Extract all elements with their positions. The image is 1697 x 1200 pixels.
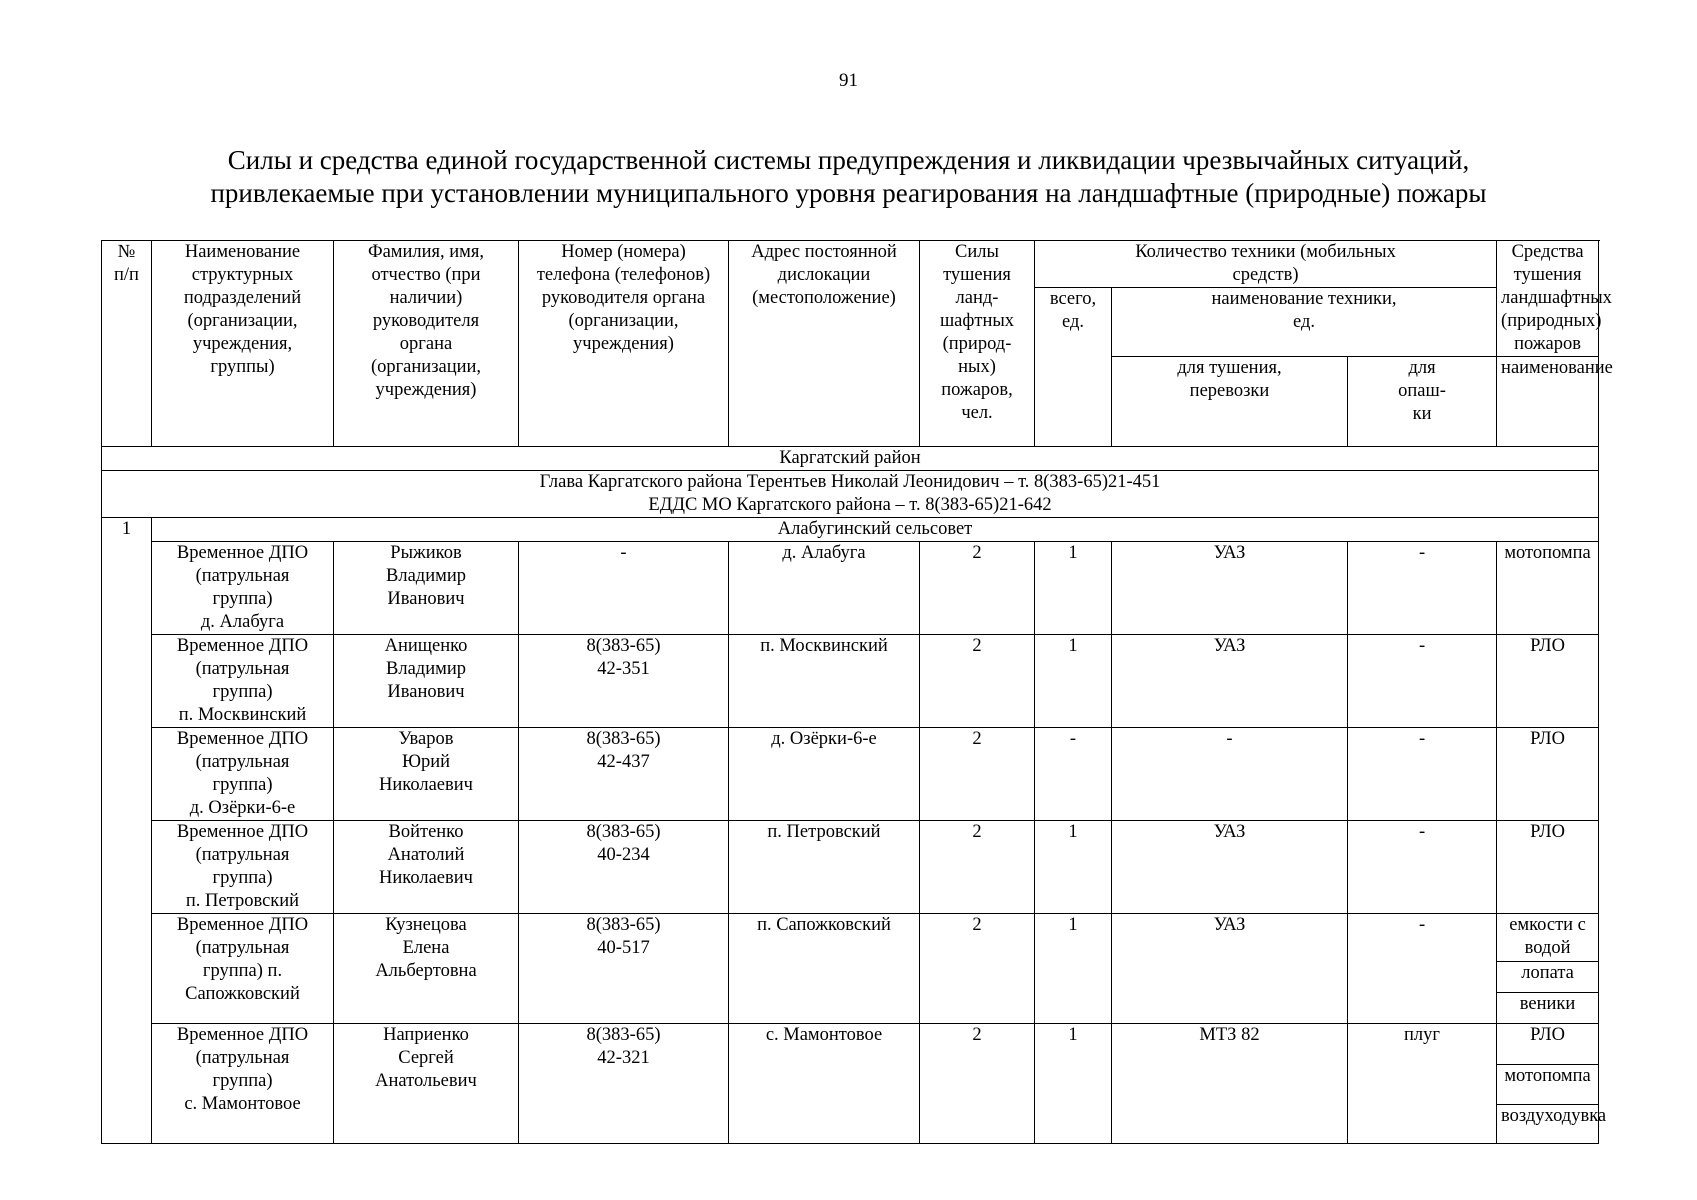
- head-name-line: Сергей: [398, 1048, 454, 1068]
- header-line: для: [1408, 358, 1436, 378]
- unit-line: группа): [212, 682, 273, 702]
- address-cell: п. Москвинский: [729, 635, 920, 728]
- header-line: группы): [210, 357, 275, 377]
- district-row: Каргатский район: [102, 447, 1599, 471]
- contacts-edds: ЕДДС МО Каргатского района – т. 8(383-65)21-642: [648, 495, 1052, 515]
- phone-line: 42-321: [597, 1048, 650, 1068]
- vehicles-total-cell: 1: [1035, 1024, 1112, 1144]
- header-line: п/п: [114, 265, 139, 285]
- head-name-line: Наприенко: [383, 1025, 469, 1045]
- header-line: ланд-: [955, 288, 999, 308]
- unit-line: группа): [212, 868, 273, 888]
- title-line-1: Силы и средства единой государственной системы предупреждения и ликвидации чрезвычайных ситуаций,: [227, 145, 1470, 175]
- unit-line: Временное ДПО: [176, 915, 309, 935]
- equipment-name: емкости с водой: [1497, 914, 1599, 962]
- header-line: Количество техники (мобильных: [1135, 242, 1396, 262]
- forces-cell: 2: [920, 1024, 1035, 1144]
- header-line: шафтных: [939, 311, 1015, 331]
- header-line: (организации,: [568, 311, 679, 331]
- plow-cell: -: [1348, 914, 1497, 1024]
- unit-line: п. Москвинский: [178, 705, 307, 725]
- forces-cell: 2: [920, 821, 1035, 914]
- header-line: опаш-: [1398, 381, 1446, 401]
- header-line: пожаров,: [941, 380, 1013, 400]
- phone-cell: [519, 1024, 729, 1144]
- head-name-line: Владимир: [386, 659, 466, 679]
- header-num: [102, 241, 152, 447]
- vehicles-total-cell: 1: [1035, 821, 1112, 914]
- unit-cell: [152, 728, 334, 821]
- header-line: тушения: [943, 265, 1011, 285]
- unit-line: с. Мамонтовое: [184, 1094, 301, 1114]
- header-line: ед.: [1293, 312, 1316, 332]
- equipment-name: веники: [1497, 993, 1599, 1024]
- header-line: (природ-: [942, 334, 1012, 354]
- table-row: [102, 914, 1599, 962]
- header-line: пожаров: [1514, 334, 1581, 354]
- unit-line: (патрульная: [195, 1048, 290, 1068]
- unit-line: Временное ДПО: [176, 543, 309, 563]
- phone-line: 8(383-65): [586, 636, 661, 656]
- head-name-line: Николаевич: [379, 775, 473, 795]
- header-line: ки: [1412, 404, 1432, 424]
- table-row: [102, 542, 1599, 635]
- head-name-line: Рыжиков: [390, 543, 462, 563]
- address-cell: п. Сапожковский: [729, 914, 920, 1024]
- vehicles-total-cell: 1: [1035, 635, 1112, 728]
- equipment-name: РЛО: [1497, 728, 1599, 821]
- header-line: учреждения): [375, 380, 477, 400]
- title-line-2: привлекаемые при установлении муниципального уровня реагирования на ландшафтные (природные) пожары: [210, 178, 1487, 208]
- head-name-line: Анищенко: [384, 636, 468, 656]
- page-title: [0, 144, 1697, 210]
- header-unit: [152, 241, 334, 447]
- phone-line: 8(383-65): [586, 822, 661, 842]
- plow-cell: -: [1348, 728, 1497, 821]
- vehicle-name-cell: УАЗ: [1112, 542, 1348, 635]
- unit-cell: [152, 542, 334, 635]
- header-line: (организации,: [187, 311, 298, 331]
- equipment-name: РЛО: [1497, 635, 1599, 728]
- header-line: подразделений: [183, 288, 302, 308]
- plow-cell: -: [1348, 821, 1497, 914]
- header-line: Номер (номера): [561, 242, 686, 262]
- header-line: перевозки: [1189, 381, 1270, 401]
- unit-cell: [152, 821, 334, 914]
- header-line: средств): [1232, 265, 1299, 285]
- unit-line: п. Петровский: [185, 891, 300, 911]
- unit-line: группа): [212, 589, 273, 609]
- unit-line: Временное ДПО: [176, 636, 309, 656]
- unit-line: д. Алабуга: [200, 612, 285, 632]
- forces-cell: 2: [920, 728, 1035, 821]
- header-line: (местоположение): [752, 288, 896, 308]
- header-line: всего,: [1049, 289, 1097, 309]
- unit-line: (патрульная: [195, 659, 290, 679]
- page-number: 91: [839, 70, 858, 91]
- unit-line: (патрульная: [195, 938, 290, 958]
- unit-line: группа) п.: [202, 961, 283, 981]
- header-line: Средства тушения: [1511, 242, 1584, 285]
- table-row: [102, 1024, 1599, 1065]
- unit-line: Сапожковский: [185, 984, 300, 1004]
- header-line: чел.: [961, 403, 993, 423]
- plow-cell: -: [1348, 542, 1497, 635]
- vehicles-total-cell: 1: [1035, 914, 1112, 1024]
- header-line: №: [117, 242, 136, 262]
- phone-line: 8(383-65): [586, 729, 661, 749]
- forces-table: [101, 240, 1613, 1144]
- unit-line: Временное ДПО: [176, 822, 309, 842]
- phone-cell: [519, 635, 729, 728]
- header-line: наличии): [389, 288, 463, 308]
- phone-cell: [519, 542, 729, 635]
- vehicles-total-cell: -: [1035, 728, 1112, 821]
- address-cell: с. Мамонтовое: [729, 1024, 920, 1144]
- unit-line: группа): [212, 1071, 273, 1091]
- head-name-line: Владимир: [386, 566, 466, 586]
- header-line: Наименование: [184, 242, 301, 262]
- header-vehicles-total: [1035, 288, 1112, 447]
- unit-cell: [152, 635, 334, 728]
- header-phone: [519, 241, 729, 447]
- head-name-cell: [334, 821, 519, 914]
- vehicle-name-cell: МТЗ 82: [1112, 1024, 1348, 1144]
- header-line: Фамилия, имя,: [367, 242, 485, 262]
- header-vehicles-names: [1112, 288, 1497, 357]
- phone-line: 42-437: [597, 752, 650, 772]
- group-number: 1: [102, 518, 152, 1144]
- unit-line: (патрульная: [195, 752, 290, 772]
- head-name-line: Николаевич: [379, 868, 473, 888]
- header-vehicles-fire: [1112, 357, 1348, 447]
- equipment-name: РЛО: [1497, 821, 1599, 914]
- head-name-cell: [334, 542, 519, 635]
- head-name-line: Иванович: [387, 589, 465, 609]
- header-vehicles: [1035, 241, 1497, 288]
- address-cell: д. Озёрки-6-е: [729, 728, 920, 821]
- header-line: наименование техники,: [1211, 289, 1397, 309]
- equipment-name: мотопомпа: [1497, 542, 1599, 635]
- head-name-line: Елена: [402, 938, 450, 958]
- head-name-line: Кузнецова: [385, 915, 467, 935]
- header-line: структурных: [191, 265, 294, 285]
- head-name-cell: [334, 635, 519, 728]
- header-forces: [920, 241, 1035, 447]
- header-head-name: [334, 241, 519, 447]
- address-cell: д. Алабуга: [729, 542, 920, 635]
- forces-cell: 2: [920, 635, 1035, 728]
- vehicles-total-cell: 1: [1035, 542, 1112, 635]
- head-name-cell: [334, 728, 519, 821]
- council-row: Алабугинский сельсовет: [152, 518, 1599, 542]
- head-name-line: Уваров: [398, 729, 454, 749]
- phone-cell: [519, 914, 729, 1024]
- phone-line: 40-234: [597, 845, 650, 865]
- unit-line: (патрульная: [195, 566, 290, 586]
- header-line: Силы: [955, 242, 999, 262]
- phone-line: -: [620, 543, 627, 563]
- unit-line: группа): [212, 775, 273, 795]
- forces-cell: 2: [920, 914, 1035, 1024]
- vehicle-name-cell: УАЗ: [1112, 635, 1348, 728]
- head-name-line: Анатольевич: [375, 1071, 477, 1091]
- head-name-line: Юрий: [401, 752, 451, 772]
- head-name-line: Войтенко: [388, 822, 464, 842]
- forces-cell: 2: [920, 542, 1035, 635]
- header-ext-name: наименование: [1497, 357, 1599, 447]
- header-vehicles-plow: [1348, 357, 1497, 447]
- plow-cell: -: [1348, 635, 1497, 728]
- unit-line: Временное ДПО: [176, 729, 309, 749]
- header-line: ных): [958, 357, 996, 377]
- head-name-cell: [334, 914, 519, 1024]
- header-line: учреждения): [573, 334, 674, 354]
- phone-cell: [519, 728, 729, 821]
- header-extinguish: [1497, 241, 1612, 357]
- plow-cell: плуг: [1348, 1024, 1497, 1144]
- header-line: дислокации: [777, 265, 871, 285]
- table-row: [102, 635, 1599, 728]
- unit-line: Временное ДПО: [176, 1025, 309, 1045]
- equipment-name: мотопомпа: [1497, 1065, 1599, 1105]
- vehicle-name-cell: -: [1112, 728, 1348, 821]
- head-name-line: Иванович: [387, 682, 465, 702]
- contacts-head: Глава Каргатского района Терентьев Николай Леонидович – т. 8(383-65)21-451: [539, 472, 1161, 492]
- header-address: [729, 241, 920, 447]
- phone-line: 8(383-65): [586, 915, 661, 935]
- equipment-name: лопата: [1497, 962, 1599, 993]
- phone-line: 42-351: [597, 659, 650, 679]
- header-line: Адрес постоянной: [751, 242, 897, 262]
- head-name-line: Анатолий: [387, 845, 465, 865]
- vehicle-name-cell: УАЗ: [1112, 821, 1348, 914]
- head-name-cell: [334, 1024, 519, 1144]
- header-line: ландшафтных (природных): [1501, 288, 1612, 331]
- phone-cell: [519, 821, 729, 914]
- unit-cell: [152, 914, 334, 1024]
- phone-line: 40-517: [597, 938, 650, 958]
- equipment-name: РЛО: [1497, 1024, 1599, 1065]
- header-line: телефона (телефонов): [536, 265, 711, 285]
- header-line: руководителя: [372, 311, 480, 331]
- address-cell: п. Петровский: [729, 821, 920, 914]
- header-line: (организации,: [370, 357, 482, 377]
- table-row: [102, 821, 1599, 914]
- header-line: отчество (при: [371, 265, 481, 285]
- phone-line: 8(383-65): [586, 1025, 661, 1045]
- header-line: для тушения,: [1177, 358, 1282, 378]
- header-line: ед.: [1061, 312, 1084, 332]
- vehicle-name-cell: УАЗ: [1112, 914, 1348, 1024]
- table-row: [102, 728, 1599, 821]
- header-line: руководителя органа: [541, 288, 706, 308]
- contacts-row: [102, 471, 1599, 518]
- unit-cell: [152, 1024, 334, 1144]
- unit-line: (патрульная: [195, 845, 290, 865]
- header-line: учреждения,: [192, 334, 293, 354]
- unit-line: д. Озёрки-6-е: [189, 798, 296, 818]
- head-name-line: Альбертовна: [375, 961, 477, 981]
- equipment-name: воздуходувка: [1497, 1105, 1599, 1144]
- header-line: органа: [399, 334, 453, 354]
